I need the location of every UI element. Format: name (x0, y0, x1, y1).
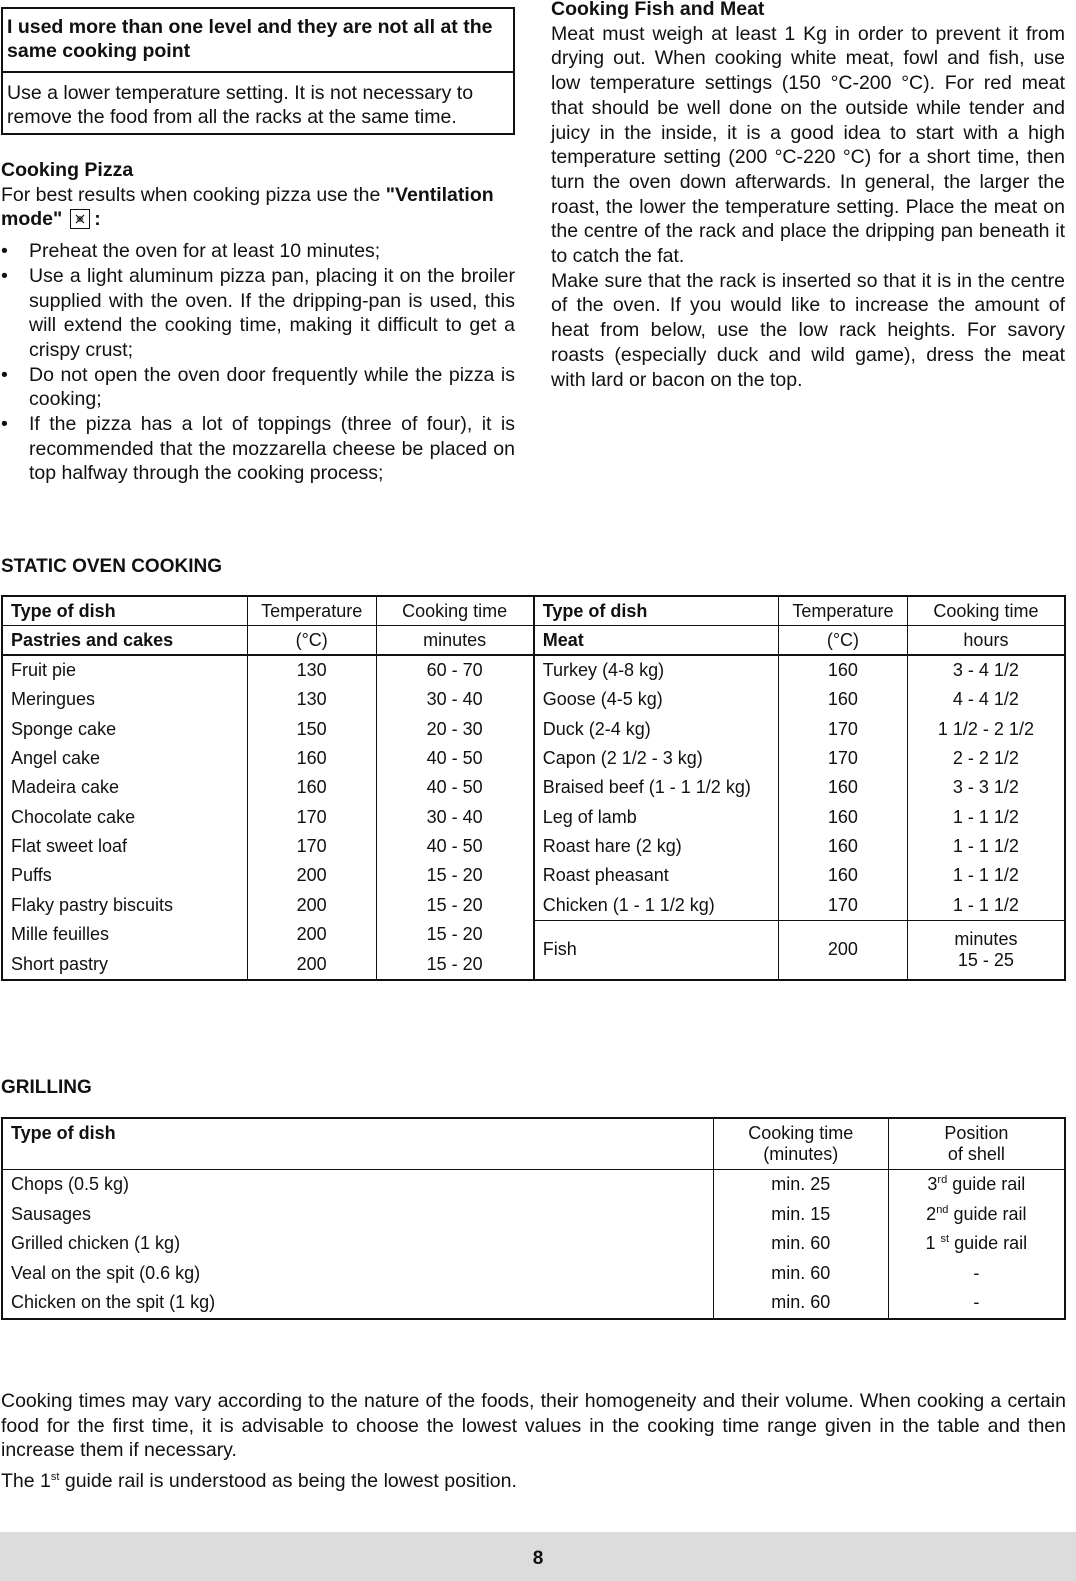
shelf-position (888, 1200, 1065, 1230)
dish-time: min. 60 (713, 1259, 888, 1289)
header-cooking-time: Cooking time (907, 596, 1065, 626)
dish-time: 20 - 30 (376, 715, 534, 744)
dish-name: Braised beef (1 - 1 1/2 kg) (534, 773, 779, 802)
dish-temperature: 200 (247, 920, 376, 949)
list-item: • If the pizza has a lot of toppings (three of four), it is recommended that the mozzarella cheese be placed on top halfway through the cooking process; (1, 412, 515, 486)
dish-time: 4 - 4 1/2 (907, 685, 1065, 714)
table-row (2, 802, 1065, 831)
dish-time: 3 - 3 1/2 (907, 773, 1065, 802)
dish-time: min. 60 (713, 1288, 888, 1319)
list-item: • Do not open the oven door frequently while the pizza is cooking; (1, 363, 515, 412)
dish-time: 2 - 2 1/2 (907, 744, 1065, 773)
shelf-position (888, 1288, 1065, 1319)
pos-num: 3 (927, 1174, 938, 1195)
dish-time: 15 - 20 (376, 861, 534, 890)
fish-meat-section (551, 0, 1065, 392)
page-number: 8 (532, 1548, 544, 1569)
dish-time: 15 - 20 (376, 890, 534, 920)
dish-temperature: 200 (247, 890, 376, 920)
dish-name: Madeira cake (11, 777, 120, 798)
dish-time: 30 - 40 (376, 802, 534, 831)
dish-name: Short pastry (11, 953, 109, 974)
dish-temperature: 160 (779, 773, 908, 802)
pos-num: - (973, 1262, 980, 1283)
cooking-notes (1, 1389, 1066, 1494)
dish-time: 15 - 20 (376, 949, 534, 979)
header-cooking-time (713, 1118, 888, 1170)
dish-time: min. 60 (713, 1229, 888, 1259)
dish-temperature: 160 (247, 773, 376, 802)
tip-box (1, 7, 515, 135)
fish-time-unit: minutes (954, 928, 1018, 949)
note-text: guide rail is understood as being the lowest position. (59, 1470, 517, 1493)
pos-sup: rd (937, 1174, 948, 1187)
dish-name: Duck (2-4 kg) (534, 715, 779, 744)
static-oven-title: STATIC OVEN COOKING (1, 556, 222, 577)
dish-time: 15 - 20 (376, 920, 534, 949)
category-meat: Meat (534, 626, 779, 656)
table-header-row (2, 1118, 1065, 1170)
dish-temperature: 170 (779, 715, 908, 744)
pos-sup: st (940, 1233, 950, 1246)
pos-num: 2 (926, 1203, 937, 1224)
dish-name: Fruit pie (11, 660, 77, 681)
table-row (2, 744, 1065, 773)
ventilation-mode-icon (70, 209, 90, 229)
dish-time: 60 - 70 (376, 655, 534, 685)
table-row (2, 655, 1065, 685)
dish-temperature: 160 (779, 832, 908, 861)
dish-name: Angel cake (11, 748, 101, 769)
dish-temperature: 160 (779, 802, 908, 831)
fish-name: Fish (534, 920, 779, 980)
table-header-row (2, 596, 1065, 626)
grilling-table (1, 1117, 1066, 1320)
header-type-of-dish: Type of dish (2, 596, 247, 626)
pizza-intro (1, 183, 515, 232)
pizza-tips-list (1, 239, 515, 486)
dish-time: 30 - 40 (376, 685, 534, 714)
note-sup: st (50, 1471, 60, 1484)
table-row (2, 1259, 1065, 1289)
pos-text: guide rail (947, 1174, 1026, 1195)
dish-name: Flat sweet loaf (11, 835, 128, 856)
table-row (2, 1229, 1065, 1259)
header-pos-line2: of shell (947, 1144, 1005, 1164)
dish-name: Turkey (4-8 kg) (534, 655, 779, 685)
dish-name: Chops (0.5 kg) (11, 1174, 130, 1195)
dish-time: min. 25 (713, 1170, 888, 1200)
dish-time: 1 - 1 1/2 (907, 832, 1065, 861)
table-row (2, 1288, 1065, 1319)
dish-time: 1 1/2 - 2 1/2 (907, 715, 1065, 744)
dish-name: Leg of lamb (534, 802, 779, 831)
dish-name: Chocolate cake (11, 806, 136, 827)
list-item: • Preheat the oven for at least 10 minutes; (1, 239, 515, 264)
dish-time: 1 - 1 1/2 (907, 890, 1065, 920)
list-item: • Use a light aluminum pizza pan, placing it on the broiler supplied with the oven. If the dripping-pan is used, this will extend the cooking time, making it difficult to get a crispy crust; (1, 264, 515, 363)
table-row (2, 920, 1065, 949)
table-row (2, 890, 1065, 920)
pos-text: guide rail (949, 1233, 1028, 1254)
dish-name: Grilled chicken (1 kg) (11, 1233, 181, 1254)
fish-meat-paragraph-1: Meat must weigh at least 1 Kg in order to prevent it from drying out. When cooking white meat, fowl and fish, use low temperature settings (150 °C-200 °C). For red meat that should be well done on the outside while tender and juicy in the inside, it is a good idea to start with a high temperature setting (200 °C-220 °C) for a short time, then turn the oven down afterwards. In general, the larger the roast, the lower the temperature setting. Place the meat on the centre of the rack and place the dripping pan beneath it to catch the fat. (551, 22, 1065, 268)
dish-name: Sausages (11, 1203, 92, 1224)
header-pos-line1: Position (944, 1123, 1009, 1143)
dish-temperature: 170 (779, 890, 908, 920)
table-row (2, 685, 1065, 714)
dish-name: Meringues (11, 689, 96, 710)
temp-unit: (°C) (247, 626, 376, 656)
header-type-of-dish: Type of dish (534, 596, 779, 626)
time-unit-hours: hours (907, 626, 1065, 656)
pizza-intro-text: For best results when cooking pizza use the (1, 183, 386, 206)
dish-name: Mille feuilles (11, 924, 110, 945)
table-subheader-row (2, 626, 1065, 656)
grilling-title: GRILLING (1, 1077, 92, 1098)
dish-temperature: 170 (779, 744, 908, 773)
dish-temperature: 150 (247, 715, 376, 744)
dish-name: Roast hare (2 kg) (534, 832, 779, 861)
shelf-position (888, 1170, 1065, 1200)
fish-temperature: 200 (779, 920, 908, 980)
table-row (2, 1200, 1065, 1230)
header-time-line2: (minutes) (763, 1144, 839, 1164)
table-row (2, 1170, 1065, 1200)
pos-text: guide rail (948, 1203, 1027, 1224)
dish-temperature: 170 (247, 802, 376, 831)
fish-time-value: 15 - 25 (957, 949, 1014, 970)
pizza-title: Cooking Pizza (1, 159, 134, 181)
dish-name: Chicken (1 - 1 1/2 kg) (534, 890, 779, 920)
dish-name: Goose (4-5 kg) (534, 685, 779, 714)
dish-name: Flaky pastry biscuits (11, 894, 174, 915)
ventilation-mode-label: "Ventilation mode" (1, 183, 494, 231)
ventilation-mode-colon: : (94, 208, 101, 231)
header-temperature: Temperature (779, 596, 908, 626)
category-pastries: Pastries and cakes (2, 626, 247, 656)
dish-time: min. 15 (713, 1200, 888, 1230)
pos-sup: nd (936, 1203, 949, 1216)
dish-temperature: 160 (779, 861, 908, 890)
pizza-section (1, 158, 515, 486)
dish-time: 1 - 1 1/2 (907, 861, 1065, 890)
dish-name: Veal on the spit (0.6 kg) (11, 1262, 201, 1283)
fish-meat-title: Cooking Fish and Meat (551, 0, 765, 20)
temp-unit: (°C) (779, 626, 908, 656)
header-position (888, 1118, 1065, 1170)
shelf-position (888, 1259, 1065, 1289)
dish-time: 3 - 4 1/2 (907, 655, 1065, 685)
note-paragraph: Cooking times may vary according to the nature of the foods, their homogeneity and their volume. When cooking a certain food for the first time, it is advisable to choose the lowest values in the cooking time range given in the table and then increase them if necessary. (1, 1390, 1066, 1462)
dish-temperature: 170 (247, 832, 376, 861)
dish-temperature: 160 (779, 655, 908, 685)
dish-time: 40 - 50 (376, 773, 534, 802)
static-oven-table (1, 595, 1066, 981)
dish-time: 40 - 50 (376, 832, 534, 861)
header-temperature: Temperature (247, 596, 376, 626)
dish-name: Sponge cake (11, 718, 117, 739)
dish-temperature: 130 (247, 685, 376, 714)
dish-temperature: 160 (247, 744, 376, 773)
fish-meat-paragraph-2: Make sure that the rack is inserted so that it is in the centre of the oven. If you would like to increase the amount of heat from below, use the low rack heights. For savory roasts (especially duck and wild game), dress the meat with lard or bacon on the top. (551, 269, 1065, 391)
dish-name: Chicken on the spit (1 kg) (11, 1292, 216, 1313)
pos-num: 1 (925, 1233, 941, 1254)
note-text: The 1 (1, 1470, 51, 1493)
dish-temperature: 200 (247, 861, 376, 890)
pos-num: - (973, 1292, 980, 1313)
table-row (2, 715, 1065, 744)
dish-name: Capon (2 1/2 - 3 kg) (534, 744, 779, 773)
time-unit-minutes: minutes (376, 626, 534, 656)
dish-temperature: 160 (779, 685, 908, 714)
tip-box-heading: I used more than one level and they are not all at the same cooking point (3, 9, 513, 73)
shelf-position (888, 1229, 1065, 1259)
header-time-line1: Cooking time (748, 1123, 854, 1143)
dish-time: 40 - 50 (376, 744, 534, 773)
header-cooking-time: Cooking time (376, 596, 534, 626)
note-guide-rail (1, 1469, 1066, 1494)
dish-name: Roast pheasant (534, 861, 779, 890)
header-type-of-dish: Type of dish (2, 1118, 713, 1170)
fish-time (907, 920, 1065, 980)
dish-temperature: 200 (247, 949, 376, 979)
dish-name: Puffs (11, 865, 52, 886)
table-row (2, 773, 1065, 802)
dish-time: 1 - 1 1/2 (907, 802, 1065, 831)
tip-box-body: Use a lower temperature setting. It is not necessary to remove the food from all the racks at the same time. (7, 82, 474, 128)
table-row (2, 832, 1065, 861)
table-row (2, 861, 1065, 890)
dish-temperature: 130 (247, 655, 376, 685)
